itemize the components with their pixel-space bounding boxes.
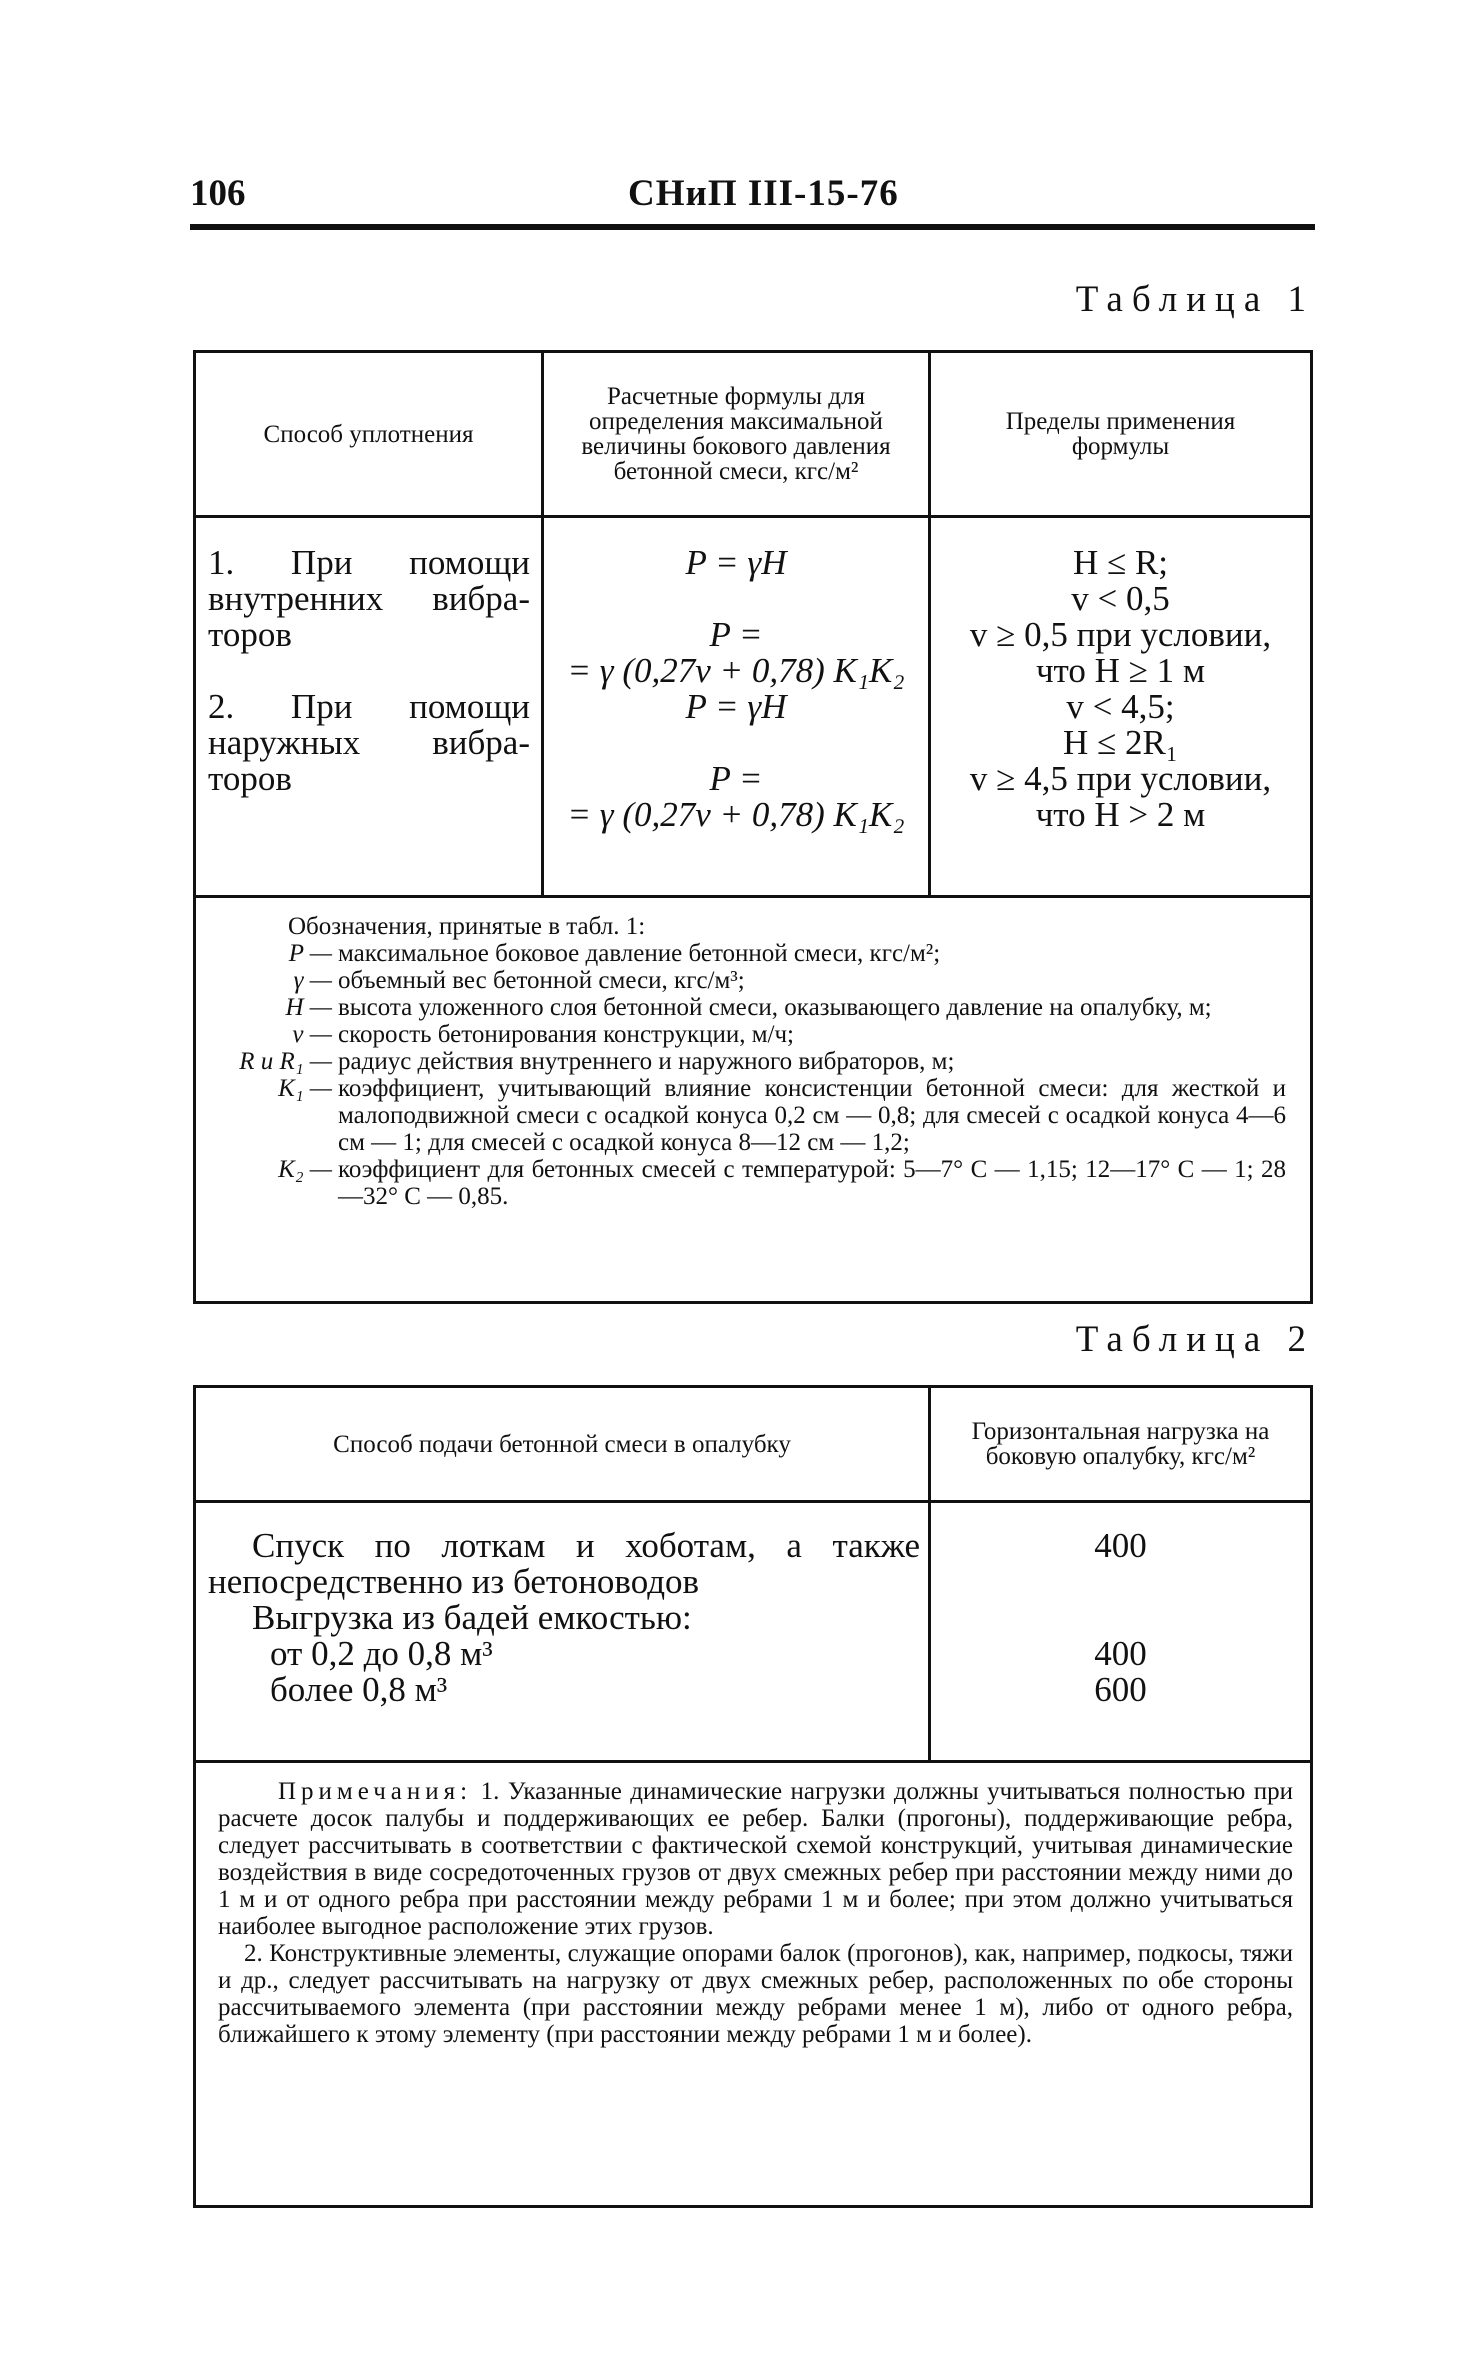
- table1-row1-method-line: 1. При помощи: [208, 543, 530, 582]
- table1-row2-formulas: [544, 689, 928, 833]
- table1-row1-formulas: [544, 545, 928, 689]
- table1-header-formulas-text: Расчетные формулы для определения максимальной величины бокового давления бетонной смеси, кгс/м²: [581, 383, 891, 485]
- table2-header-rule: [196, 1500, 1310, 1503]
- table2-notes: [218, 1778, 1293, 2048]
- table1-row1-limit: что H ≥ 1 м: [1035, 651, 1206, 690]
- table1-row2-limit: что H > 2 м: [1035, 795, 1206, 834]
- table2-caption: Таблица 2: [1075, 1319, 1315, 1360]
- legend-item: [226, 1156, 1286, 1210]
- legend-symbol: K₂ —: [278, 1156, 332, 1183]
- table1-row1-method-line: внутренних вибра-: [208, 579, 530, 618]
- table1-legend: [226, 913, 1286, 1210]
- table2-load: 400: [1094, 1634, 1147, 1673]
- legend-item: [226, 994, 1286, 1021]
- legend-symbol: H —: [285, 994, 332, 1021]
- table2-header-load: [931, 1388, 1310, 1500]
- table1-row2-limit: v < 4,5;: [1066, 687, 1175, 726]
- table1-row1-limit: v < 0,5: [1071, 579, 1170, 618]
- table1-row2-method-line: торов: [208, 759, 292, 798]
- legend-item: [226, 967, 1286, 994]
- table1-header-method-text: Способ уплотнения: [263, 420, 474, 448]
- legend-text: высота уложенного слоя бетонной смеси, оказывающего давление на опалубку, м;: [338, 994, 1212, 1021]
- table1-row1-formula: P =: [709, 615, 763, 654]
- table1-legend-intro: Обозначения, принятые в табл. 1:: [288, 913, 646, 940]
- table2-load: 600: [1094, 1670, 1147, 1709]
- legend-text: максимальное боковое давление бетонной смеси, кгс/м²;: [338, 940, 941, 967]
- table1-body-rule: [196, 895, 1310, 898]
- table2-note-2: [218, 1940, 1293, 2048]
- table2-body-rule: [196, 1760, 1310, 1763]
- table1-header-method: [196, 353, 541, 515]
- table2: [193, 1385, 1313, 2208]
- table2-load: 400: [1094, 1526, 1147, 1565]
- legend-text: скорость бетонирования конструкции, м/ч;: [338, 1021, 795, 1048]
- legend-symbol: R и R₁ —: [239, 1048, 332, 1075]
- table1-row2-formula: = γ (0,27v + 0,78) K₁K₂: [567, 795, 905, 834]
- legend-item: [226, 1048, 1286, 1075]
- table2-header-method-text: Способ подачи бетонной смеси в опалубку: [333, 1430, 791, 1458]
- table1-row2-method-line: 2. При помощи: [208, 687, 530, 726]
- legend-symbol: K₁ —: [278, 1075, 332, 1102]
- legend-symbol: v —: [292, 1021, 332, 1048]
- table1-row1-method-line: торов: [208, 615, 292, 654]
- table2-note-1: [218, 1778, 1293, 1940]
- table1-header-formulas: [544, 353, 928, 515]
- table2-header-load-text: Горизонтальная нагрузка на боковую опалубку, кгс/м²: [971, 1418, 1270, 1470]
- legend-item: [226, 1021, 1286, 1048]
- table1-row2-method: [208, 689, 530, 797]
- table1-header-limits-text: Пределы применения формулы: [1005, 408, 1236, 460]
- legend-item: [226, 940, 1286, 967]
- table1: [193, 350, 1313, 1304]
- table1-row2-limit: v ≥ 4,5 при условии,: [969, 759, 1272, 798]
- legend-symbol: P —: [288, 940, 332, 967]
- legend-text: объемный вес бетонной смеси, кгс/м³;: [338, 967, 745, 994]
- document-code: СНиП III-15-76: [628, 173, 899, 214]
- table1-row1-formula: P = γH: [685, 543, 787, 582]
- table2-loads: [931, 1528, 1310, 1708]
- legend-symbol: γ —: [293, 967, 332, 994]
- note-text: 2. Конструктивные элементы, служащие опорами балок (прогонов), как, например, подкосы, тяжи и др., следует рассчитывать на нагрузку от двух смежных ребер, расположенных по обе стороны рассчитываемого элемента (при расстоянии между ребрами менее 1 м), либо от одного ребра, ближайшего к этому элементу (при расстоянии между ребрами 1 м и более).: [218, 1940, 1293, 2048]
- table1-row2-formula: P =: [709, 759, 763, 798]
- table2-method: более 0,8 м³: [270, 1670, 448, 1709]
- table2-method: от 0,2 до 0,8 м³: [270, 1634, 493, 1673]
- table2-method: Выгрузка из бадей емкостью:: [252, 1598, 692, 1637]
- table1-row1-method: [208, 545, 530, 653]
- table1-header-rule: [196, 515, 1310, 518]
- note-text: 1. Указанные динамические нагрузки должны учитываться полностью при расчете досок палубы и поддерживающих ее ребер. Балки (прогоны), поддерживающие ребра, следует рассчитывать в соответствии с фактической схемой конструкций, учитывая динамические воздействия в виде сосредоточенных грузов от двух смежных ребер при расстоянии между ними до 1 м и от одного ребра при расстоянии между ребрами 1 м и более; при этом должно учитываться наиболее выгодное расположение этих грузов.: [218, 1778, 1293, 1940]
- table2-methods: [208, 1528, 920, 1708]
- table1-row2-method-line: наружных вибра-: [208, 723, 530, 762]
- table1-row1-formula: = γ (0,27v + 0,78) K₁K₂: [567, 651, 905, 690]
- table1-caption: Таблица 1: [1075, 279, 1315, 320]
- legend-text: коэффициент для бетонных смесей с температурой: 5—7° С — 1,15; 12—17° С — 1; 28—32° С — 0,85.: [338, 1156, 1286, 1210]
- notes-heading: Примечания:: [278, 1778, 473, 1805]
- legend-item: [226, 1075, 1286, 1156]
- table2-method: непосредственно из бетоноводов: [208, 1562, 700, 1601]
- table1-row1-limits: [931, 545, 1310, 689]
- legend-text: коэффициент, учитывающий влияние консистенции бетонной смеси: для жесткой и малоподвижной смеси с осадкой конуса 0,2 см — 0,8; для смесей с осадкой конуса 4—6 см — 1; для смесей с осадкой конуса 8—12 см — 1,2;: [338, 1075, 1286, 1156]
- legend-text: радиус действия внутреннего и наружного вибраторов, м;: [338, 1048, 955, 1075]
- table1-row2-limits: [931, 689, 1310, 833]
- table1-header-limits: [931, 353, 1310, 515]
- header-rule: [190, 224, 1315, 230]
- table1-row2-limit: H ≤ 2R₁: [1062, 723, 1179, 762]
- table1-row2-formula: P = γH: [685, 687, 787, 726]
- table2-method: Спуск по лоткам и хоботам, а также: [252, 1526, 920, 1565]
- page-number: 106: [190, 173, 246, 214]
- table1-row1-limit: v ≥ 0,5 при условии,: [969, 615, 1272, 654]
- table2-header-method: [196, 1388, 928, 1500]
- table1-row1-limit: H ≤ R;: [1072, 543, 1169, 582]
